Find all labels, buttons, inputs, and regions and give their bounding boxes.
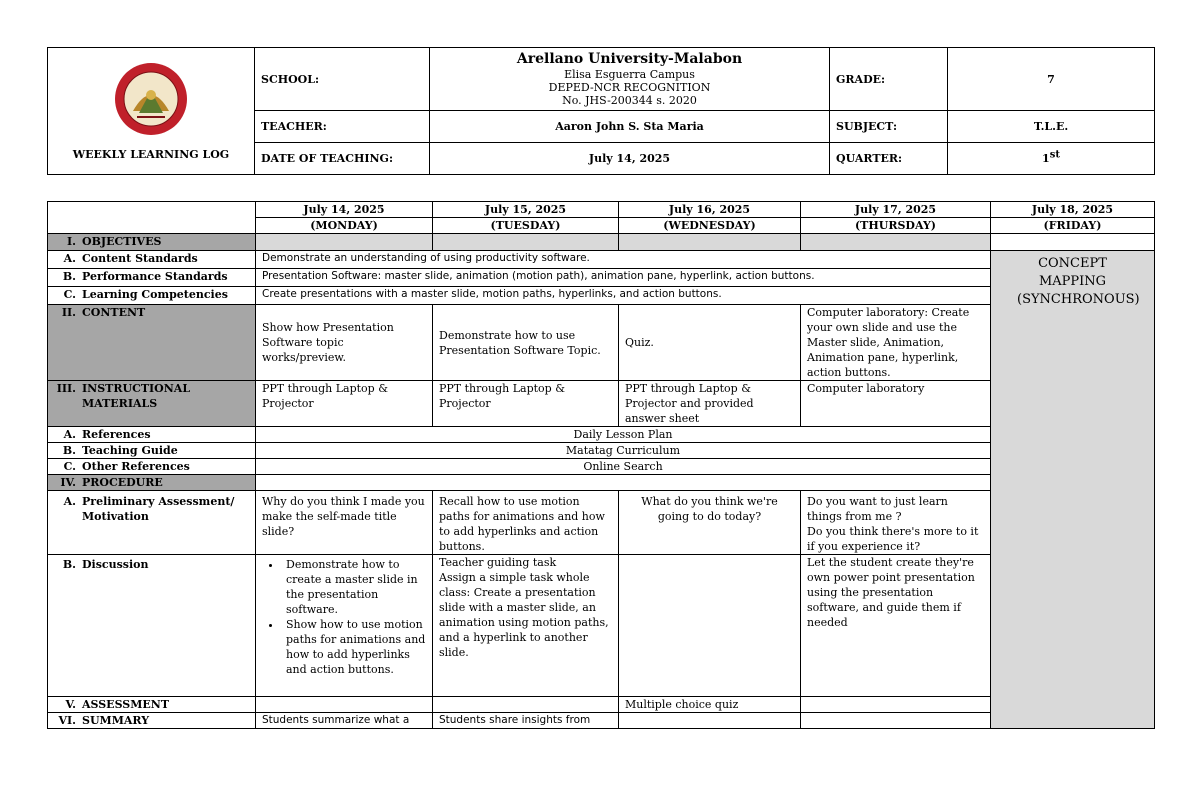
day-date: July 15, 2025 [433,202,619,218]
cell-text: Demonstrate how to use Presentation Software Topic. [439,328,601,357]
day-name: (FRIDAY) [991,218,1155,234]
motivation-label [48,491,256,555]
day-date: July 14, 2025 [256,202,433,218]
section-objectives [48,234,256,251]
date-label: DATE OF TEACHING: [255,143,430,175]
item-letter: B. [62,270,76,283]
task-text: Assign a simple task whole class: Create a presentation slide with a master slide, an animation using motion paths, and a hyperlink to another slide. [439,571,609,659]
day-date: July 18, 2025 [991,202,1155,218]
list-item: • Demonstrate how to create a master slide in the presentation software. [282,557,426,617]
section-number: IV. [60,476,76,489]
recognition: DEPED-NCR RECOGNITION [548,81,711,94]
day-date-row [48,202,1155,218]
quarter-number: 1 [1042,152,1050,165]
school-name: Arellano University-Malabon [516,51,743,67]
other-references-text: Online Search [256,459,991,475]
learning-competencies-text: Create presentations with a master slide, motion paths, hyperlinks, and action buttons. [256,287,991,305]
empty-cell [991,234,1155,251]
performance-standards-label [48,269,256,287]
summary-tuesday: Students share insights from [433,713,619,729]
day-name: (THURSDAY) [801,218,991,234]
empty-cell [256,234,433,251]
assessment-wednesday: Multiple choice quiz [619,697,801,713]
quarter-suffix: st [1049,149,1060,161]
quarter-value [948,143,1155,175]
subject-value: T.L.E. [948,111,1155,143]
cell-text: Quiz. [625,336,654,349]
references-row [48,427,1155,443]
materials-wednesday: PPT through Laptop & Projector and provided answer sheet [619,381,801,427]
empty-cell [801,697,991,713]
item-label: Content Standards [82,252,198,265]
item-letter: C. [63,288,76,301]
performance-standards-text: Presentation Software: master slide, animation (motion path), animation pane, hyperlink, action buttons. [256,269,991,287]
subject-label: SUBJECT: [830,111,948,143]
motivation-thursday [801,491,991,555]
list-item: • Show how to use motion paths for animations and how to add hyperlinks and action buttons. [282,617,426,677]
motivation-row [48,491,1155,555]
cell-text: Show how Presentation Software topic works/preview. [262,321,394,364]
procedure-row [48,475,1155,491]
content-standards-row [48,251,1155,269]
section-number: III. [56,382,76,395]
item-letter: B. [62,444,76,457]
question-line: Do you want to just learn things from me ? [807,495,948,523]
section-title: OBJECTIVES [82,235,162,248]
section-summary [48,713,256,729]
question-line: Do you think there's more to it if you experience it? [807,525,979,553]
item-label: Teaching Guide [82,444,178,457]
section-materials [48,381,256,427]
recognition-no: No. JHS-200344 s. 2020 [562,94,697,107]
objectives-row [48,234,1155,251]
materials-thursday: Computer laboratory [801,381,991,427]
teacher-label: TEACHER: [255,111,430,143]
day-name: (TUESDAY) [433,218,619,234]
motivation-wednesday: What do you think we're going to do today? [619,491,801,555]
teaching-guide-label [48,443,256,459]
school-label: SCHOOL: [255,48,430,111]
empty-cell [433,697,619,713]
motivation-tuesday: Recall how to use motion paths for animations and how to add hyperlinks and action buttons. [433,491,619,555]
section-assessment [48,697,256,713]
item-letter: A. [63,428,76,441]
section-number: I. [67,235,76,248]
friday-note: CONCEPT MAPPING (SYNCHRONOUS) [1017,256,1140,307]
day-date: July 16, 2025 [619,202,801,218]
section-number: II. [61,306,76,319]
teaching-guide-row [48,443,1155,459]
references-text: Daily Lesson Plan [256,427,991,443]
discussion-tuesday [433,555,619,697]
section-title: PROCEDURE [82,476,163,489]
blank-corner [48,202,256,234]
log-title: WEEKLY LEARNING LOG [72,147,230,161]
other-references-row [48,459,1155,475]
header-table [47,47,1155,175]
item-label: Performance Standards [82,270,228,283]
learning-competencies-row [48,287,1155,305]
empty-cell [619,234,801,251]
discussion-wednesday [619,555,801,697]
section-procedure [48,475,256,491]
section-title: ASSESSMENT [82,698,170,711]
section-title: INSTRUCTIONAL MATERIALS [82,382,191,410]
discussion-row [48,555,1155,697]
content-wednesday [619,305,801,381]
task-title: Teacher guiding task [439,556,557,569]
school-info [430,48,830,111]
discussion-list [262,557,426,677]
content-thursday: Computer laboratory: Create your own slide and use the Master slide, Animation, Animation pane, hyperlink, action buttons. [801,305,991,381]
teacher-value: Aaron John S. Sta Maria [430,111,830,143]
section-number: VI. [58,714,76,727]
content-monday [256,305,433,381]
item-letter: B. [62,558,76,571]
university-seal-logo [113,61,189,137]
summary-monday: Students summarize what a [256,713,433,729]
quarter-label: QUARTER: [830,143,948,175]
empty-cell [256,475,991,491]
content-row [48,305,1155,381]
materials-tuesday: PPT through Laptop & Projector [433,381,619,427]
item-label: Discussion [82,558,149,571]
teaching-guide-text: Matatag Curriculum [256,443,991,459]
item-label: References [82,428,151,441]
other-references-label [48,459,256,475]
empty-cell [619,713,801,729]
content-tuesday [433,305,619,381]
day-date: July 17, 2025 [801,202,991,218]
day-name: (MONDAY) [256,218,433,234]
performance-standards-row [48,269,1155,287]
empty-cell [433,234,619,251]
grade-label: GRADE: [830,48,948,111]
item-label: Other References [82,460,190,473]
section-number: V. [65,698,76,711]
logo-cell [48,48,255,175]
discussion-label [48,555,256,697]
campus: Elisa Esguerra Campus [564,68,695,81]
empty-cell [801,234,991,251]
learning-competencies-label [48,287,256,305]
summary-row [48,713,1155,729]
item-letter: A. [63,495,76,508]
assessment-row [48,697,1155,713]
materials-row [48,381,1155,427]
learning-log-table [47,201,1155,729]
grade-value: 7 [948,48,1155,111]
empty-cell [801,713,991,729]
discussion-monday [256,555,433,697]
references-label [48,427,256,443]
date-value: July 14, 2025 [430,143,830,175]
section-content [48,305,256,381]
item-letter: C. [63,460,76,473]
materials-monday: PPT through Laptop & Projector [256,381,433,427]
content-standards-label [48,251,256,269]
section-title: CONTENT [82,306,146,319]
item-label: Preliminary Assessment/ Motivation [82,495,235,523]
empty-cell [256,697,433,713]
section-title: SUMMARY [82,714,150,727]
friday-note-cell [991,251,1155,729]
discussion-thursday: Let the student create they're own power point presentation using the presentation software, and guide them if needed [801,555,991,697]
day-name: (WEDNESDAY) [619,218,801,234]
motivation-monday: Why do you think I made you make the self-made title slide? [256,491,433,555]
content-standards-text: Demonstrate an understanding of using productivity software. [256,251,991,269]
item-label: Learning Competencies [82,288,228,301]
item-letter: A. [63,252,76,265]
